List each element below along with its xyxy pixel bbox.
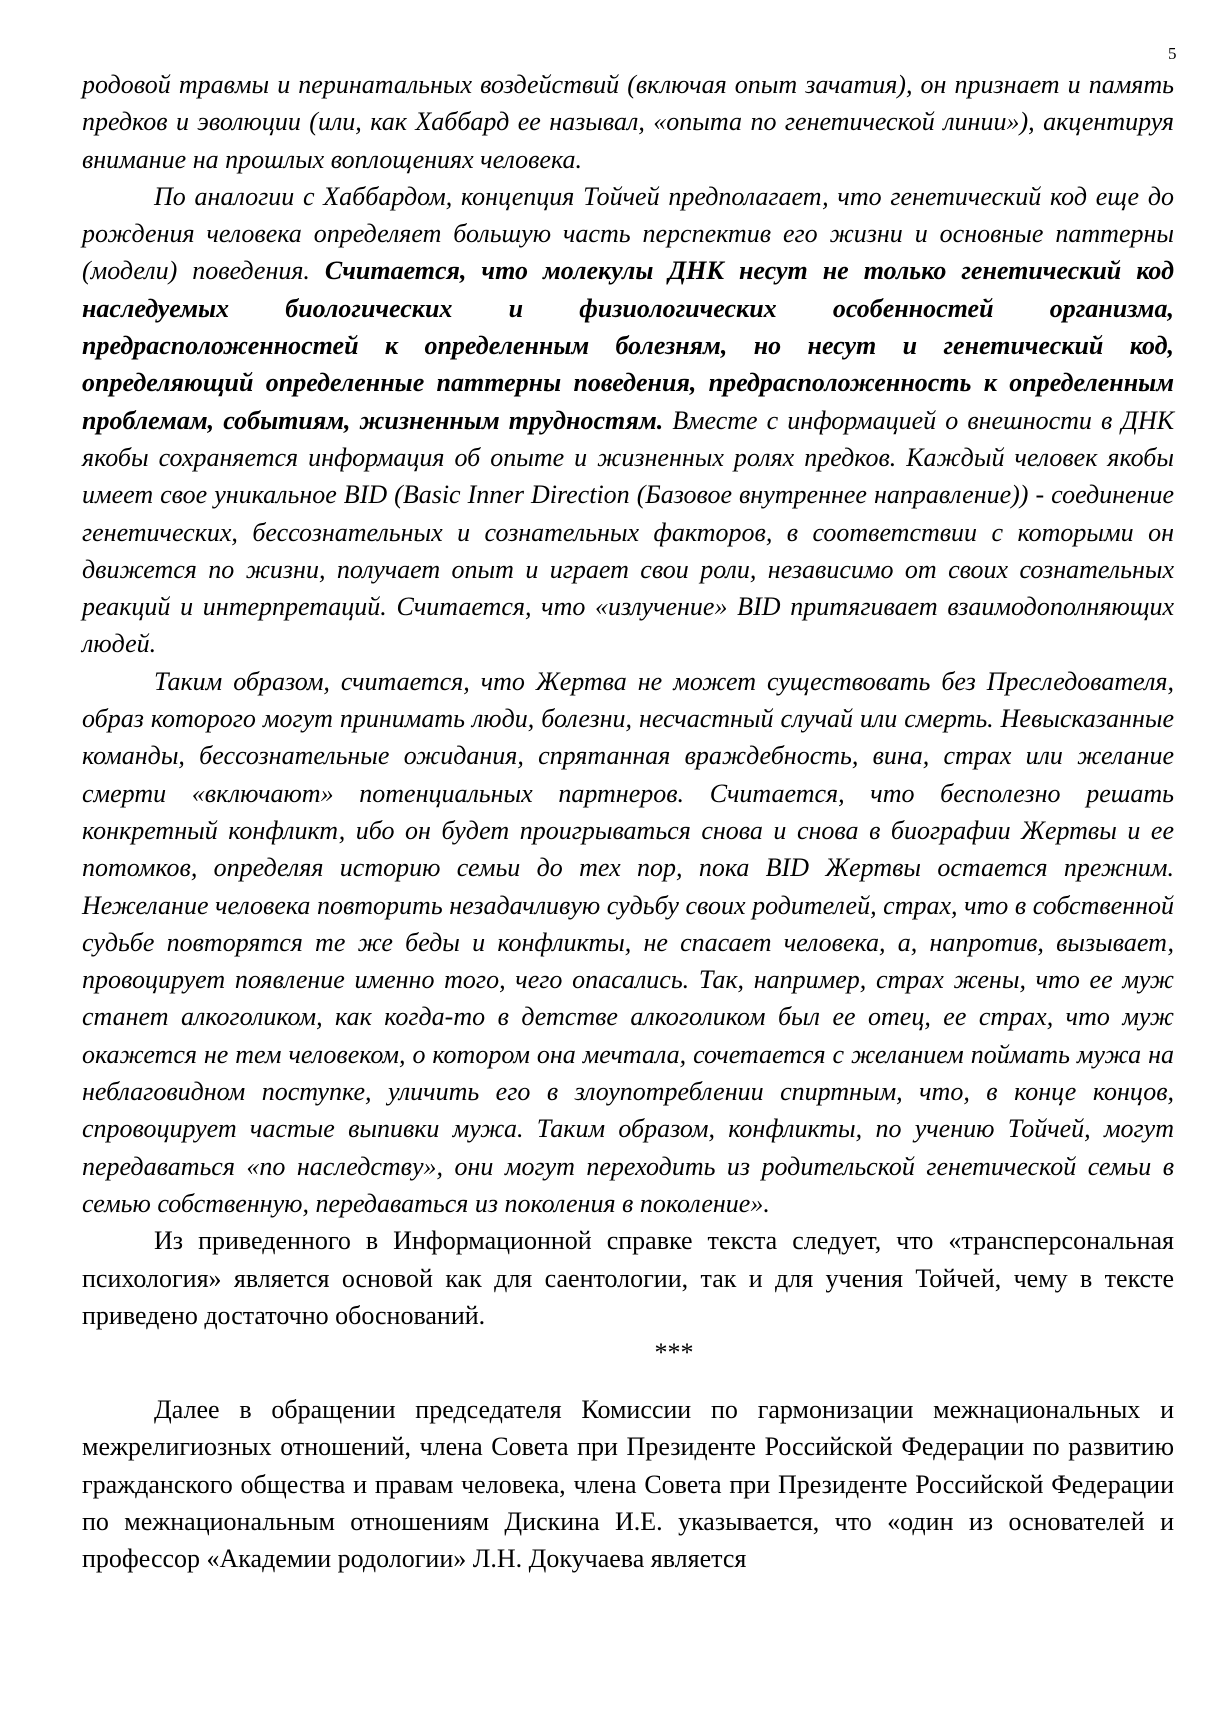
paragraph-4: Из приведенного в Информационной справке текста следует, что «трансперсональная психология» является основой как для саентологии, так и для учения Тойчей, чему в тексте приведено достаточно обоснований. [82, 1226, 1174, 1330]
paragraph-2-bold-emphasis: Считается, что молекулы ДНК несут не только генетический код наследуемых биологических и физиологических особенностей организма, предрасположенностей к определенным болезням, но несут и генетический код, определяющий определенные паттерны поведения, предрасположенность к определенным проблемам, событиям, жизненным трудностям. [82, 256, 1174, 435]
paragraph-5: Далее в обращении председателя Комиссии по гармонизации межнациональных и межрелигиозных отношений, члена Совета при Президенте Российской Федерации по развитию гражданского общества и правам человека, члена Совета при Президенте Российской Федерации по межнациональным отношениям Дискина И.Е. указывается, что «один из основателей и профессор «Академии родологии» Л.Н. Докучаева является [82, 1395, 1174, 1574]
section-separator: *** [654, 1338, 694, 1368]
paragraph-2-continuation: Вместе с информацией о внешности в ДНК якобы сохраняется информация об опыте и жизненных ролях предков. Каждый человек якобы имеет свое уникальное BID (Basic Inner Direction (Базовое внутреннее направление)) - соединение генетических, бессознательных и сознательных факторов, в соответствии с которыми он движется по жизни, получает опыт и играет свои роли, независимо от своих сознательных реакций и интерпретаций. Считается, что «излучение» BID притягивает взаимодополняющих людей. [82, 405, 1174, 659]
paragraph-2 [82, 178, 1174, 663]
paragraph-3: Таким образом, считается, что Жертва не может существовать без Преследователя, образ которого могут принимать люди, болезни, несчастный случай или смерть. Невысказанные команды, бессознательные ожидания, спрятанная враждебность, вина, страх или желание смерти «включают» потенциальных партнеров. Считается, что бесполезно решать конкретный конфликт, ибо он будет проигрываться снова и снова в биографии Жертвы и ее потомков, определяя историю семьи до тех пор, пока BID Жертвы остается прежним. Нежелание человека повторить незадачливую судьбу своих родителей, страх, что в собственной судьбе повторятся те же беды и конфликты, не спасает человека, а, напротив, вызывает, провоцирует появление именно того, чего опасались. Так, например, страх жены, что ее муж станет алкоголиком, как когда-то в детстве алкоголиком был ее отец, ее страх, что муж окажется не тем человеком, о котором она мечтала, сочетается с желанием поймать мужа на неблаговидном поступке, уличить его в злоупотреблении спиртным, что, в конце концов, спровоцирует частые выпивки мужа. Таким образом, конфликты, по учению Тойчей, могут передаваться «по наследству», они могут переходить из родительской генетической семьи в семью собственную, передаваться из поколения в поколение». [82, 666, 1174, 1218]
paragraph-1: родовой травмы и перинатальных воздействий (включая опыт зачатия), он признает и память предков и эволюции (или, как Хаббард ее называл, «опыта по генетической линии»), акцентируя внимание на прошлых воплощениях человека. [82, 70, 1174, 174]
page-number: 5 [1168, 44, 1177, 63]
section-gap [82, 1371, 1174, 1391]
document-body [82, 66, 1174, 1578]
paragraph-2-intro: По аналогии с Хаббардом, концепция Тойчей предполагает, что генетический код еще до рождения человека определяет большую часть перспектив его жизни и основные паттерны (модели) поведения. [82, 181, 1174, 286]
